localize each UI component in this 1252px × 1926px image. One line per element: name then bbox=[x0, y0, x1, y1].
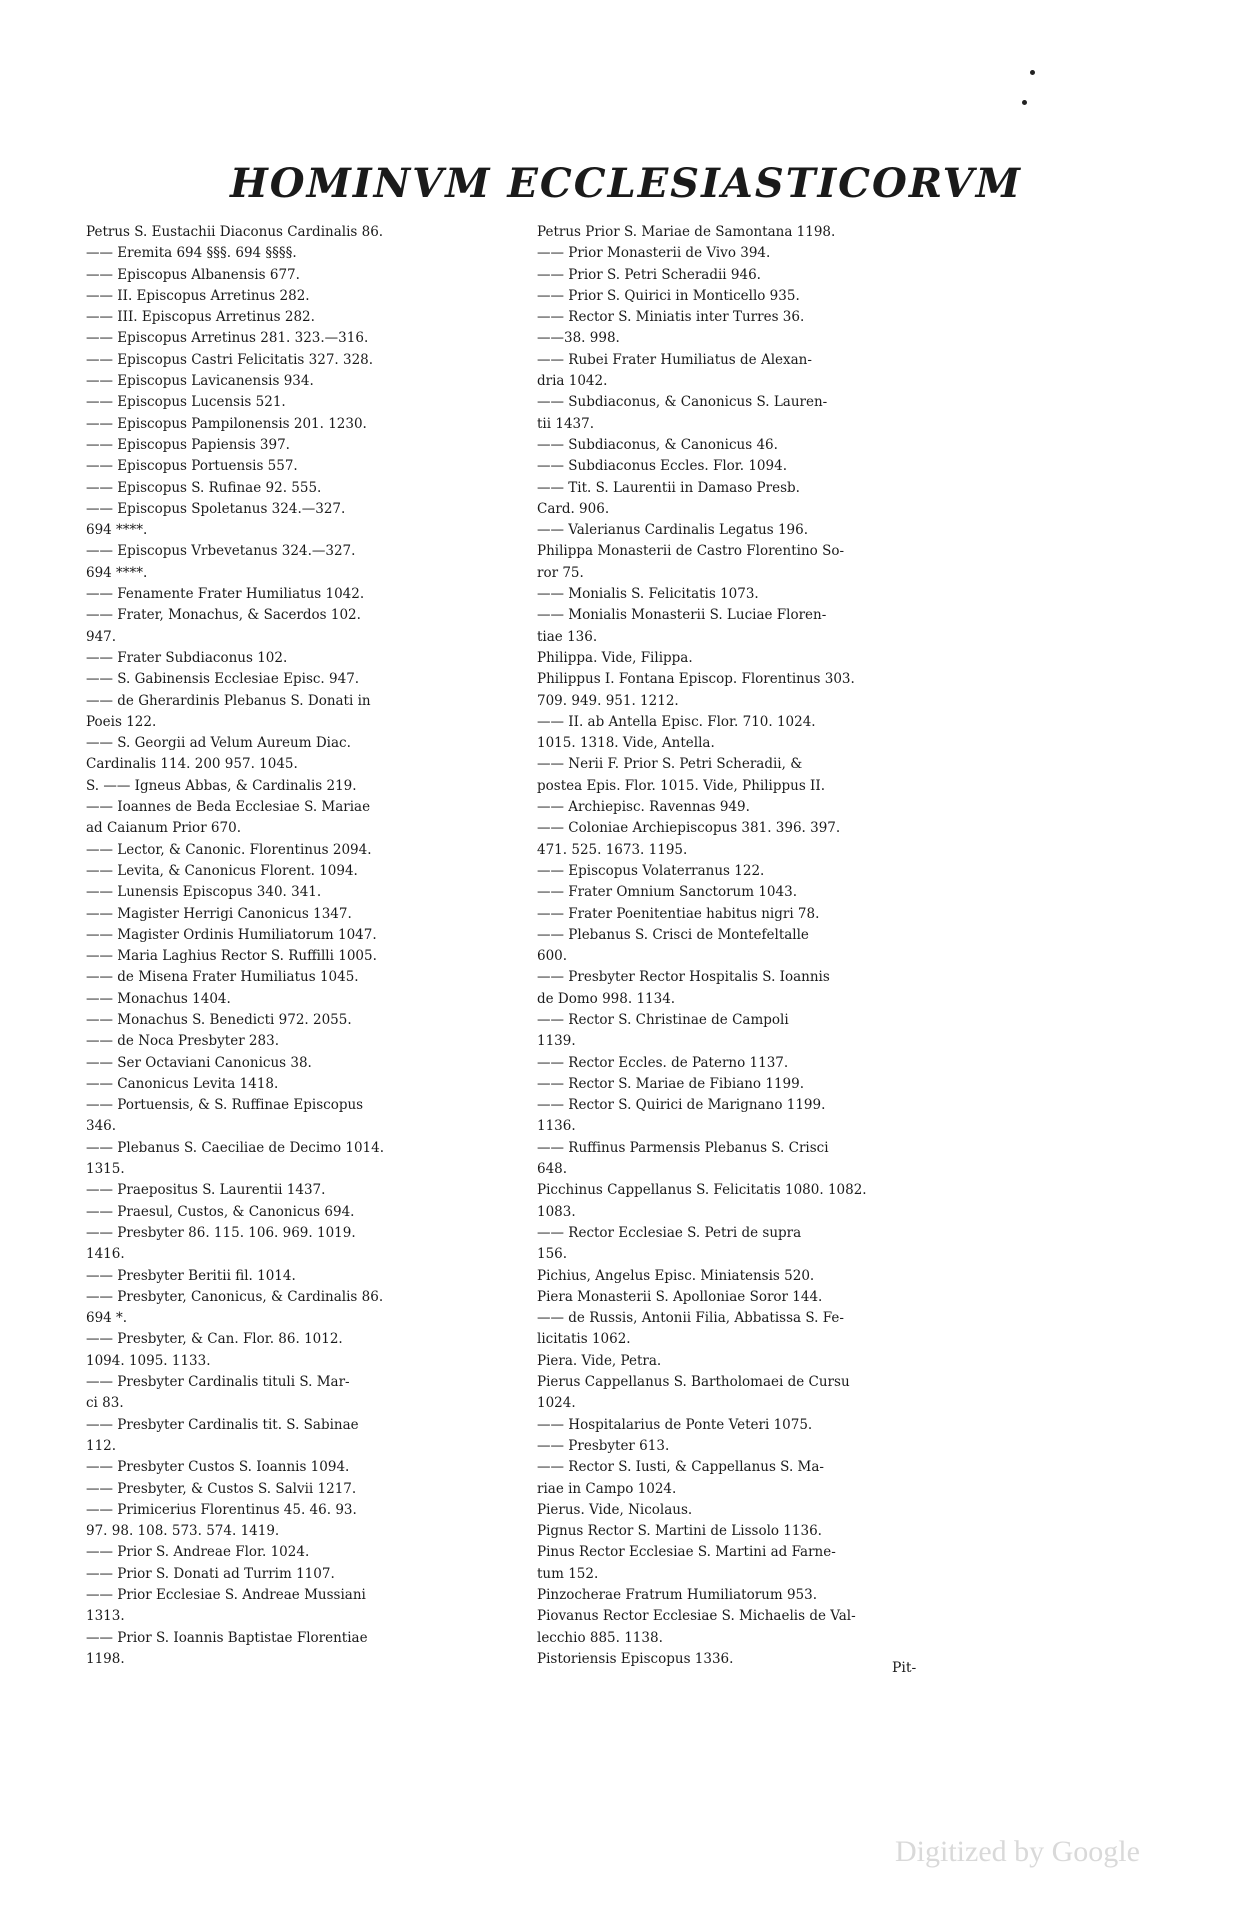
index-line: —— Episcopus Spoletanus 324.—327. bbox=[86, 500, 346, 517]
index-line: —— Monialis Monasterii S. Luciae Floren- bbox=[537, 607, 827, 624]
index-line: Picchinus Cappellanus S. Felicitatis 1080. 1082. bbox=[537, 1182, 867, 1199]
index-line: —— Nerii F. Prior S. Petri Scheradii, & bbox=[537, 756, 803, 773]
index-line: —— Episcopus Papiensis 397. bbox=[86, 436, 290, 453]
index-line: —— Valerianus Cardinalis Legatus 196. bbox=[537, 522, 809, 539]
index-line: Pinus Rector Ecclesiae S. Martini ad Farne- bbox=[537, 1544, 836, 1561]
index-line: —— Tit. S. Laurentii in Damaso Presb. bbox=[537, 479, 800, 496]
index-line: 694 *. bbox=[86, 1310, 128, 1327]
index-line: —— Rector S. Miniatis inter Turres 36. bbox=[537, 309, 805, 326]
index-line: —— Eremita 694 §§§. 694 §§§§. bbox=[86, 245, 297, 262]
index-line: Cardinalis 114. 200 957. 1045. bbox=[86, 756, 298, 773]
index-line: 947. bbox=[86, 628, 117, 645]
index-line: Piovanus Rector Ecclesiae S. Michaelis de Val- bbox=[537, 1608, 856, 1625]
index-line: —— Fenamente Frater Humiliatus 1042. bbox=[86, 586, 365, 603]
index-line: 694 ****. bbox=[86, 564, 148, 581]
index-line: —— Plebanus S. Caeciliae de Decimo 1014. bbox=[86, 1139, 385, 1156]
index-line: 1139. bbox=[537, 1033, 576, 1050]
index-line: —— de Gherardinis Plebanus S. Donati in bbox=[86, 692, 371, 709]
index-line: —— Rector Ecclesiae S. Petri de supra bbox=[537, 1224, 802, 1241]
index-line: S. —— Igneus Abbas, & Cardinalis 219. bbox=[86, 777, 357, 794]
index-line: —— Presbyter, & Custos S. Salvii 1217. bbox=[86, 1480, 357, 1497]
index-line: dria 1042. bbox=[537, 373, 608, 390]
index-line: Pichius, Angelus Episc. Miniatensis 520. bbox=[537, 1267, 815, 1284]
index-line: Piera. Vide, Petra. bbox=[537, 1352, 662, 1369]
index-line: Philippa. Vide, Filippa. bbox=[537, 649, 693, 666]
index-line: —— Prior Ecclesiae S. Andreae Mussiani bbox=[86, 1587, 366, 1603]
index-line: Petrus Prior S. Mariae de Samontana 1198. bbox=[537, 224, 836, 240]
index-line: —— Praesul, Custos, & Canonicus 694. bbox=[86, 1203, 355, 1220]
index-line: postea Epis. Flor. 1015. Vide, Philippus II. bbox=[537, 777, 826, 794]
index-line: Pignus Rector S. Martini de Lissolo 1136. bbox=[537, 1523, 822, 1540]
index-line: 600. bbox=[537, 948, 568, 965]
index-line: 1083. bbox=[537, 1203, 576, 1220]
index-line: —— Canonicus Levita 1418. bbox=[86, 1075, 279, 1092]
index-line: Pistoriensis Episcopus 1336. bbox=[537, 1650, 734, 1667]
index-line: 1313. bbox=[86, 1608, 125, 1625]
index-line: —— Praepositus S. Laurentii 1437. bbox=[86, 1182, 326, 1199]
index-line: —— Episcopus Vrbevetanus 324.—327. bbox=[86, 543, 356, 560]
index-line: Piera Monasterii S. Apolloniae Soror 144. bbox=[537, 1288, 823, 1305]
index-line: 1416. bbox=[86, 1246, 125, 1263]
index-line: —— Presbyter, Canonicus, & Cardinalis 86. bbox=[86, 1288, 384, 1305]
index-line: —— Presbyter Cardinalis tituli S. Mar- bbox=[86, 1374, 350, 1391]
index-line: Pinzocherae Fratrum Humiliatorum 953. bbox=[537, 1587, 818, 1603]
index-line: —— Lector, & Canonic. Florentinus 2094. bbox=[86, 841, 372, 858]
index-line: —— Rector S. Iusti, & Cappellanus S. Ma- bbox=[537, 1459, 824, 1476]
index-line: licitatis 1062. bbox=[537, 1331, 631, 1348]
index-line: Philippus I. Fontana Episcop. Florentinus 303. bbox=[537, 671, 855, 688]
index-line: —— Rector S. Mariae de Fibiano 1199. bbox=[537, 1075, 805, 1092]
index-line: —— Maria Laghius Rector S. Ruffilli 1005. bbox=[86, 948, 377, 965]
index-line: —— Presbyter Beritii fil. 1014. bbox=[86, 1267, 296, 1284]
ink-speck bbox=[1030, 70, 1035, 75]
index-line: 1015. 1318. Vide, Antella. bbox=[537, 735, 715, 752]
index-line: —— Presbyter 86. 115. 106. 969. 1019. bbox=[86, 1224, 356, 1241]
index-line: tii 1437. bbox=[537, 415, 594, 432]
index-line: 346. bbox=[86, 1118, 117, 1135]
index-line: —— Monachus 1404. bbox=[86, 990, 231, 1007]
index-line: —— Ioannes de Beda Ecclesiae S. Mariae bbox=[86, 799, 371, 816]
index-line: tiae 136. bbox=[537, 628, 598, 645]
index-line: —— II. Episcopus Arretinus 282. bbox=[86, 287, 310, 304]
index-line: ci 83. bbox=[86, 1395, 124, 1412]
index-line: —— Presbyter Rector Hospitalis S. Ioannis bbox=[537, 969, 830, 986]
index-line: Petrus S. Eustachii Diaconus Cardinalis 86. bbox=[86, 224, 384, 240]
index-line: —— Rector S. Quirici de Marignano 1199. bbox=[537, 1097, 826, 1114]
index-line: —— S. Gabinensis Ecclesiae Episc. 947. bbox=[86, 671, 360, 688]
index-line: —— Ruffinus Parmensis Plebanus S. Crisci bbox=[537, 1139, 829, 1156]
index-line: —— Episcopus Lucensis 521. bbox=[86, 394, 286, 411]
index-line: Pierus Cappellanus S. Bartholomaei de Cursu bbox=[537, 1374, 850, 1391]
index-line: —— de Noca Presbyter 283. bbox=[86, 1033, 279, 1050]
index-line: —— Frater Omnium Sanctorum 1043. bbox=[537, 884, 797, 901]
index-line: —— Frater, Monachus, & Sacerdos 102. bbox=[86, 607, 361, 624]
index-line: —— Presbyter Cardinalis tit. S. Sabinae bbox=[86, 1416, 359, 1433]
index-line: —— Episcopus Albanensis 677. bbox=[86, 266, 300, 283]
index-line: —— Prior S. Ioannis Baptistae Florentiae bbox=[86, 1629, 368, 1646]
index-line: —— Episcopus Portuensis 557. bbox=[86, 458, 298, 475]
index-line: ——38. 998. bbox=[537, 330, 620, 347]
index-line: —— Subdiaconus, & Canonicus 46. bbox=[537, 436, 778, 453]
page-heading: HOMINVM ECCLESIASTICORVM bbox=[229, 160, 1022, 207]
index-line: —— Levita, & Canonicus Florent. 1094. bbox=[86, 862, 358, 879]
index-line: —— Presbyter, & Can. Flor. 86. 1012. bbox=[86, 1331, 343, 1348]
index-line: —— Prior S. Petri Scheradii 946. bbox=[537, 266, 761, 283]
index-line: —— Prior S. Andreae Flor. 1024. bbox=[86, 1544, 310, 1561]
index-line: —— Episcopus S. Rufinae 92. 555. bbox=[86, 479, 322, 496]
index-line: tum 152. bbox=[537, 1565, 599, 1582]
index-line: lecchio 885. 1138. bbox=[537, 1629, 663, 1646]
index-line: —— Monialis S. Felicitatis 1073. bbox=[537, 586, 759, 603]
index-line: 648. bbox=[537, 1161, 568, 1178]
index-line: de Domo 998. 1134. bbox=[537, 990, 676, 1007]
index-line: —— Monachus S. Benedicti 972. 2055. bbox=[86, 1011, 352, 1028]
index-line: —— S. Georgii ad Velum Aureum Diac. bbox=[86, 735, 351, 752]
index-line: —— Episcopus Pampilonensis 201. 1230. bbox=[86, 415, 367, 432]
index-line: 1024. bbox=[537, 1395, 576, 1412]
index-line: —— Frater Poenitentiae habitus nigri 78. bbox=[537, 905, 820, 922]
index-line: —— Prior Monasterii de Vivo 394. bbox=[537, 245, 771, 262]
index-line: —— II. ab Antella Episc. Flor. 710. 1024. bbox=[537, 713, 816, 730]
index-line: 112. bbox=[86, 1437, 117, 1454]
index-line: —— Hospitalarius de Ponte Veteri 1075. bbox=[537, 1416, 813, 1433]
index-line: —— Portuensis, & S. Ruffinae Episcopus bbox=[86, 1097, 364, 1114]
index-line: —— Subdiaconus Eccles. Flor. 1094. bbox=[537, 458, 787, 475]
index-line: Card. 906. bbox=[537, 500, 610, 517]
index-line: Poeis 122. bbox=[86, 713, 157, 730]
index-line: —— Subdiaconus, & Canonicus S. Lauren- bbox=[537, 394, 828, 411]
index-line: Pierus. Vide, Nicolaus. bbox=[537, 1501, 693, 1518]
index-line: —— III. Episcopus Arretinus 282. bbox=[86, 309, 315, 326]
right-index-column bbox=[537, 222, 969, 1670]
index-line: —— Episcopus Castri Felicitatis 327. 328. bbox=[86, 351, 374, 368]
index-line: 1136. bbox=[537, 1118, 576, 1135]
index-line: 694 ****. bbox=[86, 522, 148, 539]
index-line: —— Rector Eccles. de Paterno 1137. bbox=[537, 1054, 789, 1071]
index-line: —— Ser Octaviani Canonicus 38. bbox=[86, 1054, 312, 1071]
index-line: —— de Misena Frater Humiliatus 1045. bbox=[86, 969, 359, 986]
index-line: —— Rector S. Christinae de Campoli bbox=[537, 1011, 789, 1028]
index-line: —— Episcopus Lavicanensis 934. bbox=[86, 373, 314, 390]
index-line: 1315. bbox=[86, 1161, 125, 1178]
catchword: Pit- bbox=[892, 1660, 917, 1676]
index-line: ror 75. bbox=[537, 564, 584, 581]
index-line: —— Prior S. Donati ad Turrim 1107. bbox=[86, 1565, 335, 1582]
index-line: —— de Russis, Antonii Filia, Abbatissa S. Fe- bbox=[537, 1310, 844, 1327]
digitization-watermark: Digitized by Google bbox=[895, 1835, 1140, 1868]
index-line: —— Presbyter 613. bbox=[537, 1437, 670, 1454]
index-line: —— Plebanus S. Crisci de Montefeltalle bbox=[537, 926, 809, 943]
index-line: —— Prior S. Quirici in Monticello 935. bbox=[537, 287, 800, 304]
index-line: —— Rubei Frater Humiliatus de Alexan- bbox=[537, 351, 812, 368]
index-line: 1094. 1095. 1133. bbox=[86, 1352, 211, 1369]
index-line: 471. 525. 1673. 1195. bbox=[537, 841, 688, 858]
index-line: ad Caianum Prior 670. bbox=[86, 820, 241, 837]
index-line: 97. 98. 108. 573. 574. 1419. bbox=[86, 1523, 280, 1540]
index-line: —— Presbyter Custos S. Ioannis 1094. bbox=[86, 1459, 350, 1476]
index-line: 1198. bbox=[86, 1650, 125, 1667]
ink-speck bbox=[1022, 100, 1027, 105]
index-line: —— Magister Herrigi Canonicus 1347. bbox=[86, 905, 352, 922]
index-line: —— Coloniae Archiepiscopus 381. 396. 397. bbox=[537, 820, 841, 837]
index-line: riae in Campo 1024. bbox=[537, 1480, 677, 1497]
left-index-column bbox=[86, 222, 526, 1670]
index-line: 709. 949. 951. 1212. bbox=[537, 692, 679, 709]
index-line: —— Frater Subdiaconus 102. bbox=[86, 649, 288, 666]
index-line: —— Episcopus Volaterranus 122. bbox=[537, 862, 765, 879]
index-line: —— Lunensis Episcopus 340. 341. bbox=[86, 884, 322, 901]
index-line: —— Primicerius Florentinus 45. 46. 93. bbox=[86, 1501, 357, 1518]
index-line: 156. bbox=[537, 1246, 568, 1263]
index-line: Philippa Monasterii de Castro Florentino So- bbox=[537, 543, 845, 560]
index-line: —— Archiepisc. Ravennas 949. bbox=[537, 799, 750, 816]
index-line: —— Episcopus Arretinus 281. 323.—316. bbox=[86, 330, 369, 347]
index-line: —— Magister Ordinis Humiliatorum 1047. bbox=[86, 926, 377, 943]
